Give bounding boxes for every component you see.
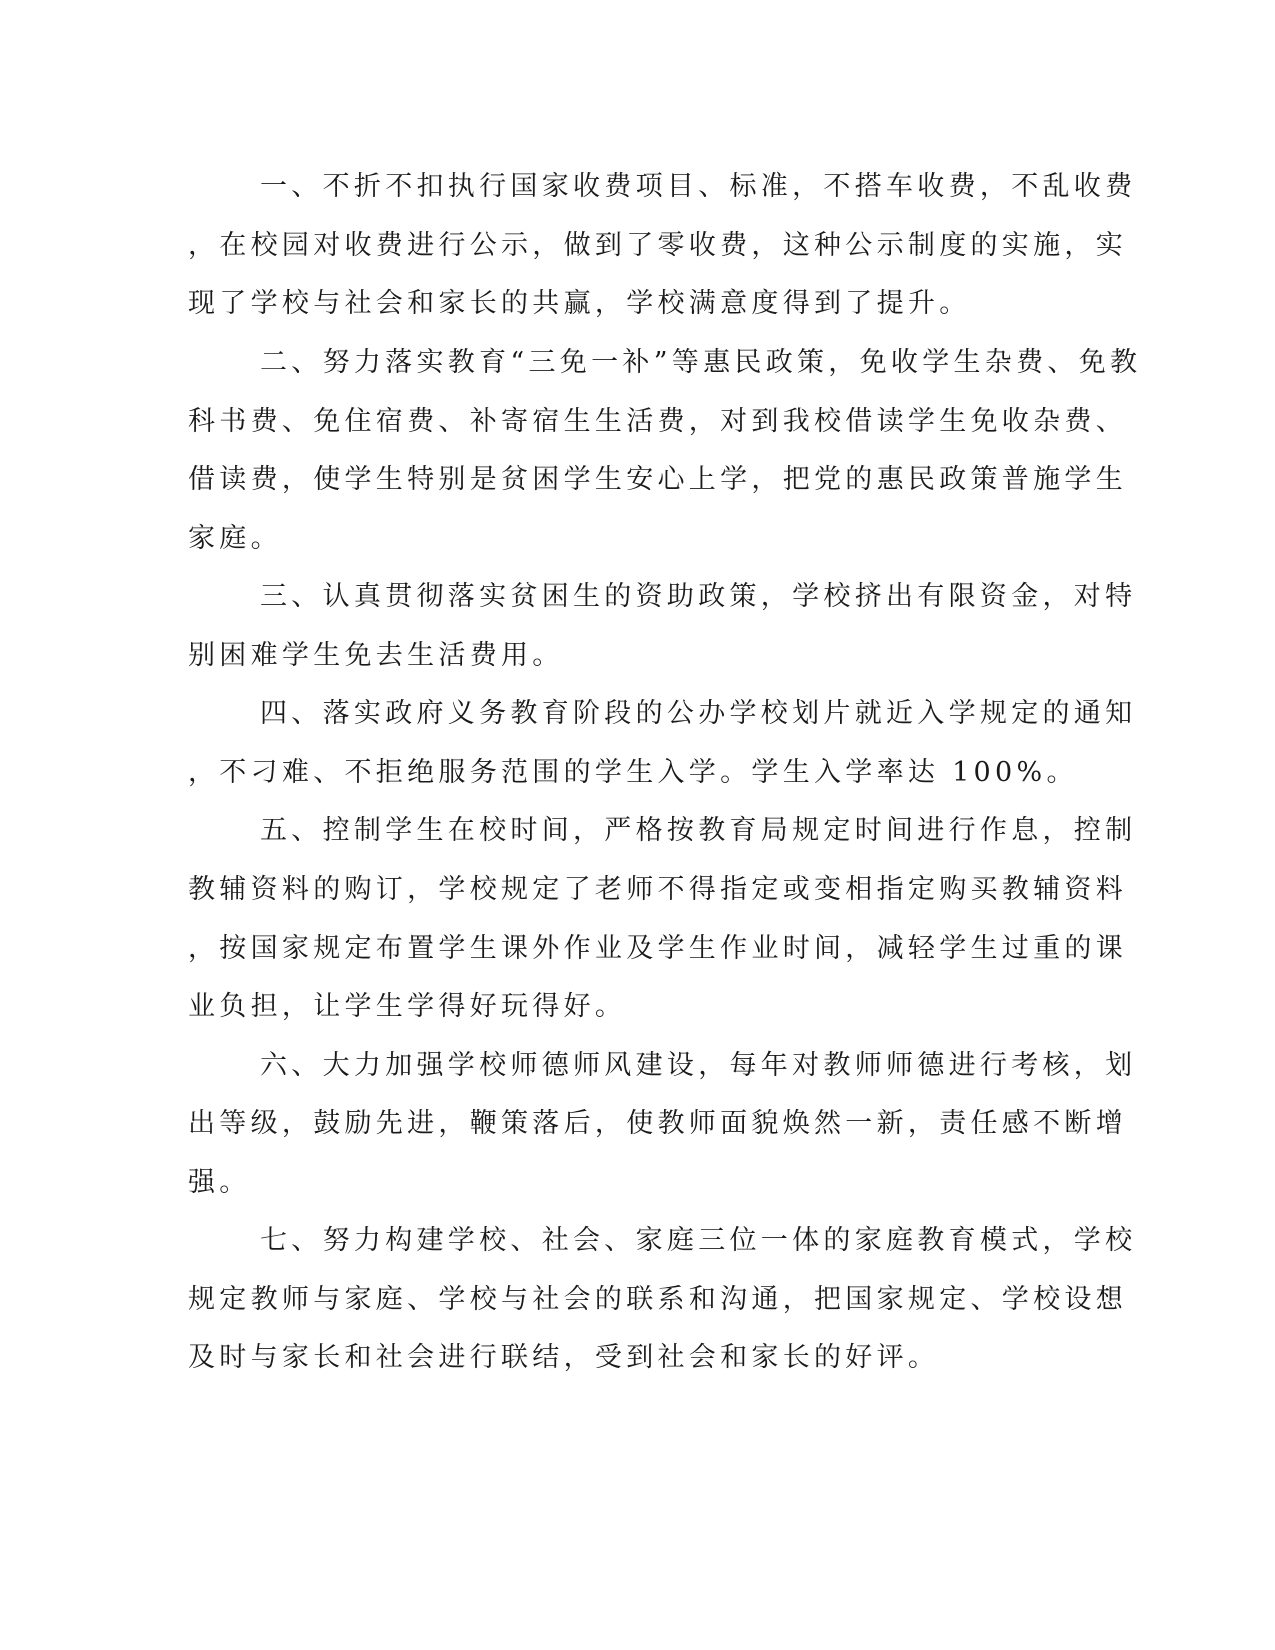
paragraph-2-line-1: 二、努力落实教育“三免一补”等惠民政策，免收学生杂费、免教 <box>260 347 1142 378</box>
paragraph-4-line-2: ，不刁难、不拒绝服务范围的学生入学。学生入学率达 100%。 <box>188 757 1078 788</box>
paragraph-7-line-1: 七、努力构建学校、社会、家庭三位一体的家庭教育模式，学校 <box>260 1225 1137 1256</box>
paragraph-6-line-2: 出等级，鼓励先进，鞭策落后，使教师面貌焕然一新，责任感不断增 <box>188 1108 1127 1139</box>
paragraph-5-line-2: 教辅资料的购订，学校规定了老师不得指定或变相指定购买教辅资料 <box>188 874 1127 905</box>
paragraph-3-line-2: 别困难学生免去生活费用。 <box>188 640 564 671</box>
paragraph-6-line-1: 六、大力加强学校师德师风建设，每年对教师师德进行考核，划 <box>260 1050 1137 1081</box>
paragraph-4-line-1: 四、落实政府义务教育阶段的公办学校划片就近入学规定的通知 <box>260 698 1137 729</box>
paragraph-6-line-3: 强。 <box>188 1167 251 1198</box>
paragraph-1-line-3: 现了学校与社会和家长的共赢，学校满意度得到了提升。 <box>188 288 971 319</box>
paragraph-5-line-3: ，按国家规定布置学生课外作业及学生作业时间，减轻学生过重的课 <box>188 933 1127 964</box>
paragraph-7-line-3: 及时与家长和社会进行联结，受到社会和家长的好评。 <box>188 1342 940 1373</box>
paragraph-5-line-1: 五、控制学生在校时间，严格按教育局规定时间进行作息，控制 <box>260 815 1137 846</box>
paragraph-5-line-4: 业负担，让学生学得好玩得好。 <box>188 991 627 1022</box>
paragraph-3-line-1: 三、认真贯彻落实贫困生的资助政策，学校挤出有限资金，对特 <box>260 581 1137 612</box>
paragraph-2-line-4: 家庭。 <box>188 523 282 554</box>
paragraph-7-line-2: 规定教师与家庭、学校与社会的联系和沟通，把国家规定、学校设想 <box>188 1284 1127 1315</box>
paragraph-2-line-3: 借读费，使学生特别是贫困学生安心上学，把党的惠民政策普施学生 <box>188 464 1127 495</box>
paragraph-1-line-1: 一、不折不扣执行国家收费项目、标准，不搭车收费，不乱收费 <box>260 171 1137 202</box>
paragraph-1-line-2: ，在校园对收费进行公示，做到了零收费，这种公示制度的实施，实 <box>188 230 1127 261</box>
paragraph-2-line-2: 科书费、免住宿费、补寄宿生生活费，对到我校借读学生免收杂费、 <box>188 406 1127 437</box>
